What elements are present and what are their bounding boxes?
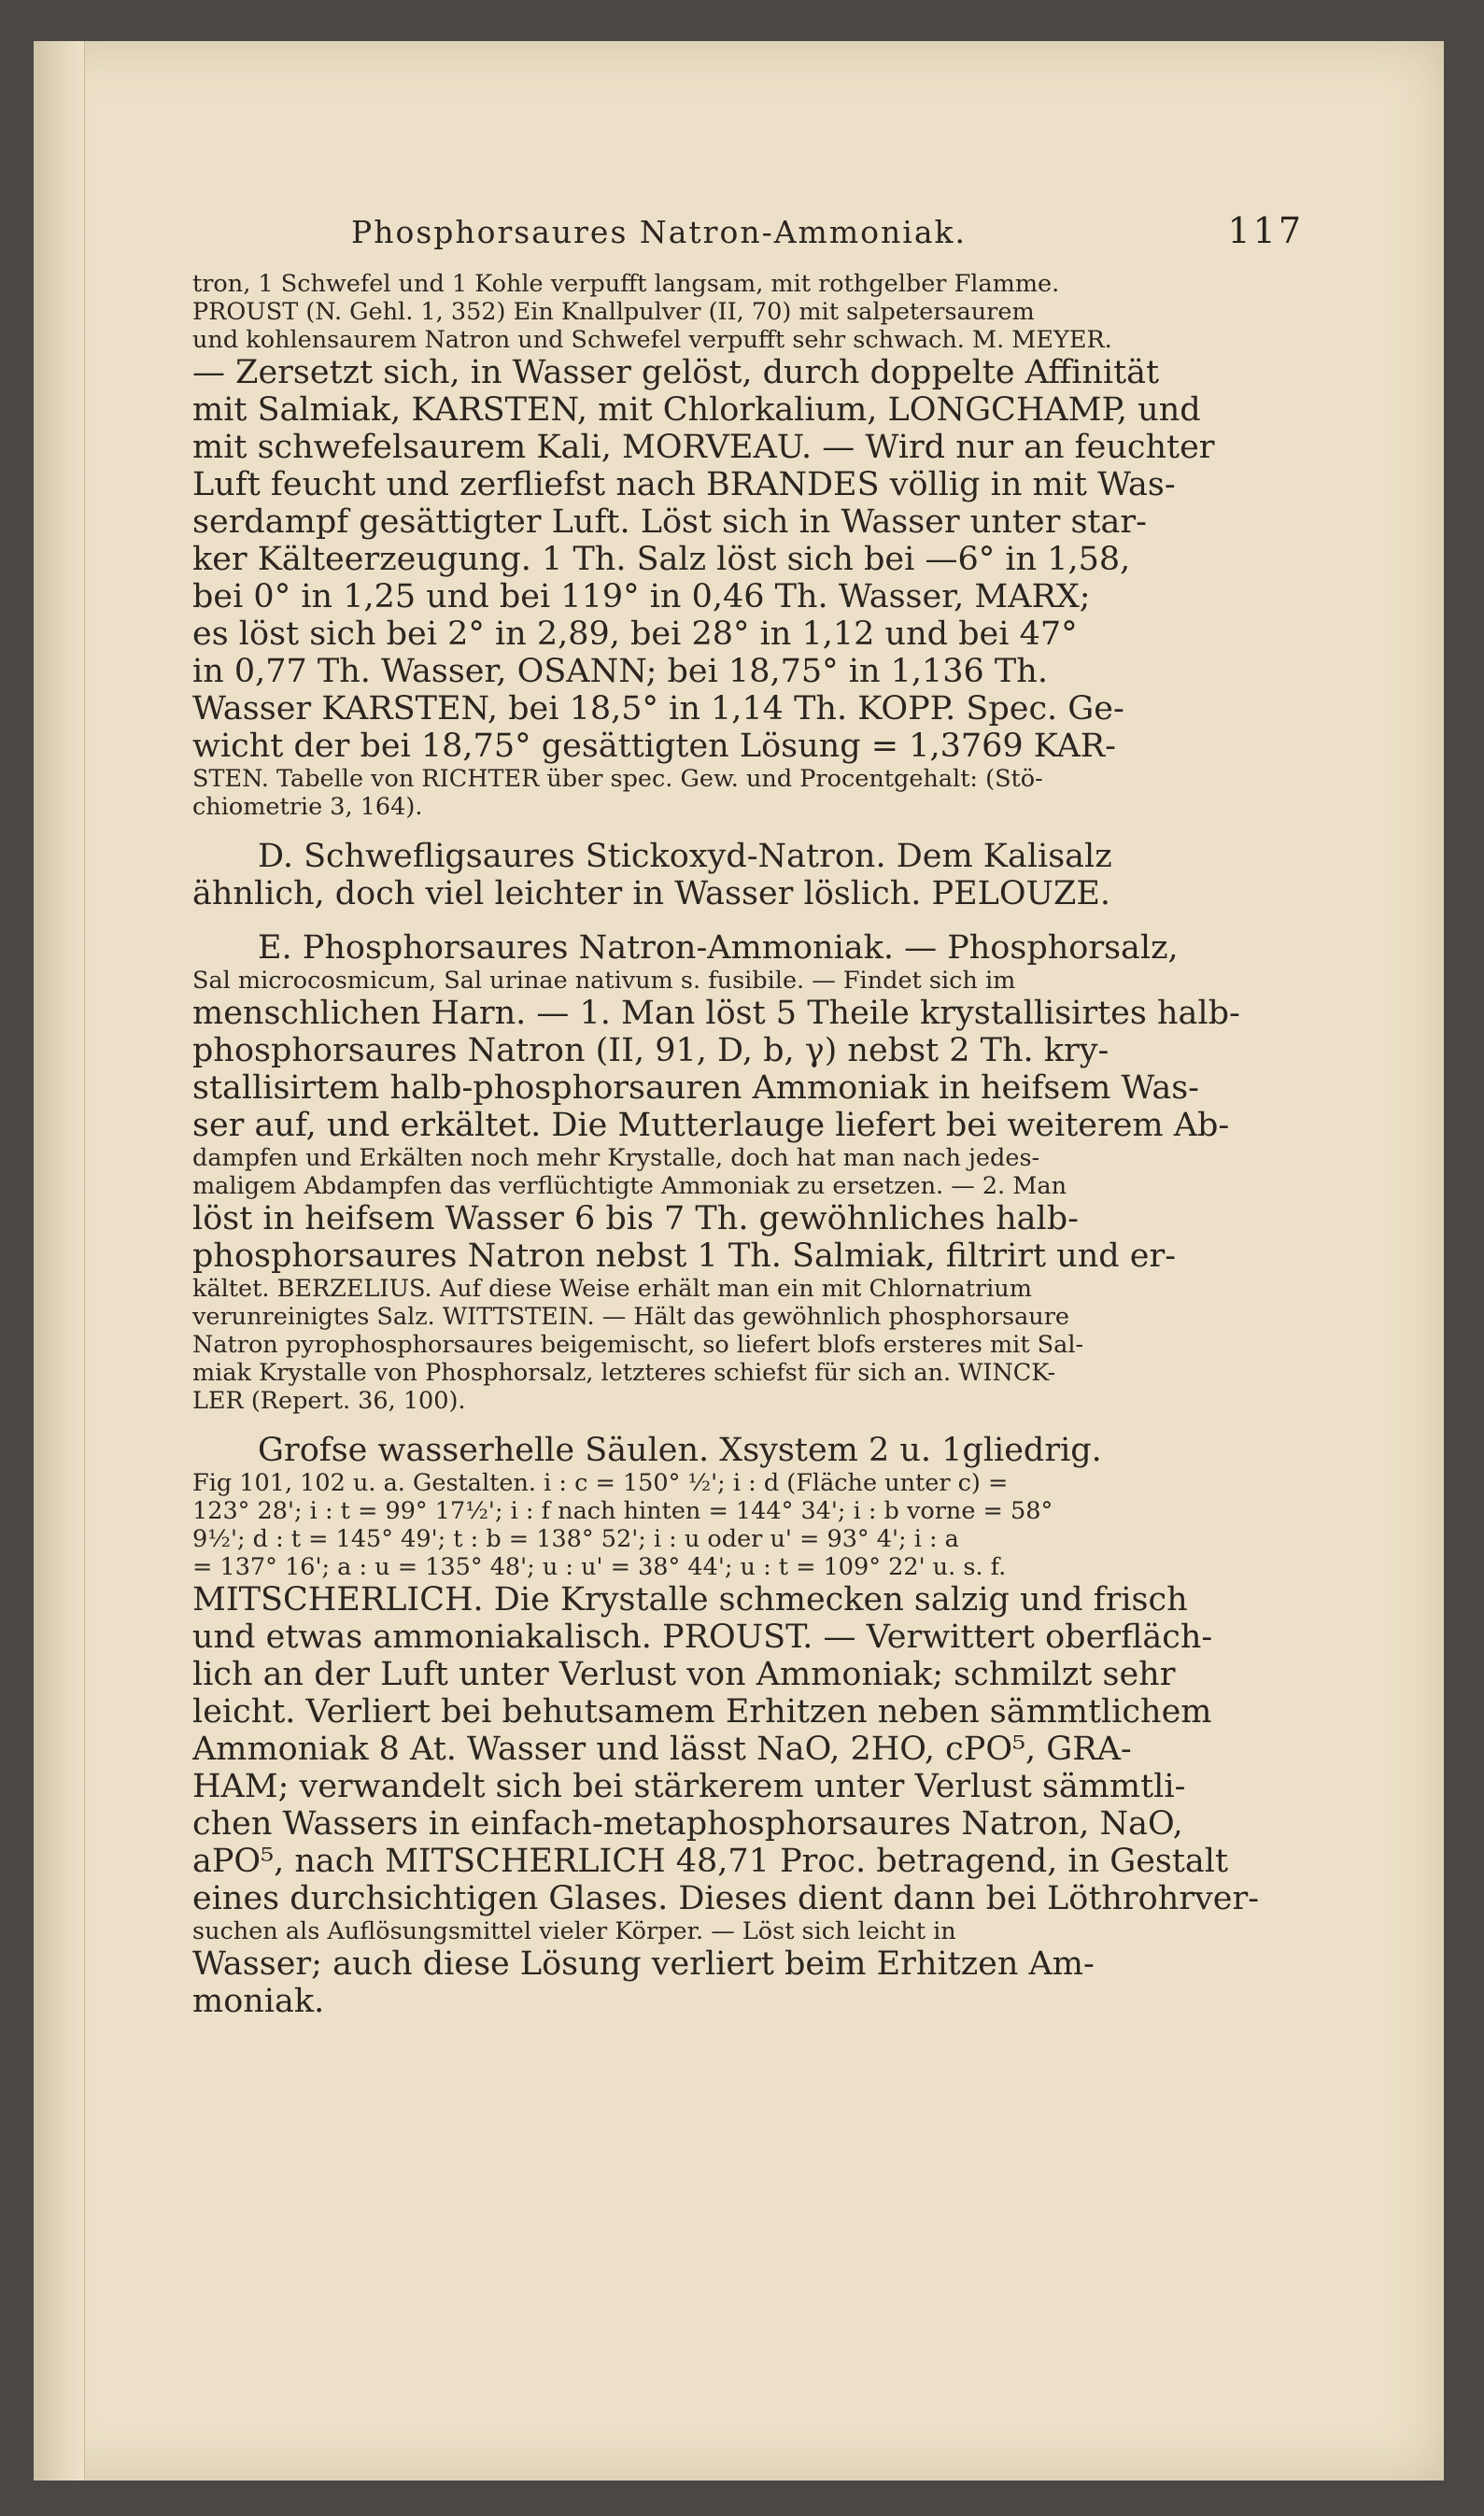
text-line: eines durchsichtigen Glases. Dieses dient dann bei Löthrohrver-	[192, 1880, 1260, 1917]
text-line: ähnlich, doch viel leichter in Wasser löslich. PELOUZE.	[192, 875, 1111, 912]
text-line: kältet. BERZELIUS. Auf diese Weise erhält man ein mit Chlornatrium	[192, 1275, 1032, 1303]
text-line: MITSCHERLICH. Die Krystalle schmecken salzig und frisch	[192, 1581, 1188, 1618]
text-line: tron, 1 Schwefel und 1 Kohle verpufft langsam, mit rothgelber Flamme.	[192, 270, 1060, 298]
text-line: und etwas ammoniakalisch. PROUST. — Verwittert oberfläch-	[192, 1618, 1213, 1656]
text-line: LER (Repert. 36, 100).	[192, 1387, 466, 1415]
paragraph	[192, 838, 1304, 912]
paragraph	[192, 1432, 1304, 2020]
text-line: Sal microcosmicum, Sal urinae nativum s. fusibile. — Findet sich im	[192, 967, 1016, 995]
text-line: leicht. Verliert bei behutsamem Erhitzen neben sämmtlichem	[192, 1693, 1212, 1731]
body-text	[192, 270, 1304, 2020]
text-line: mit schwefelsaurem Kali, MORVEAU. — Wird nur an feuchter	[192, 429, 1215, 466]
text-line: Wasser; auch diese Lösung verliert beim Erhitzen Am-	[192, 1945, 1095, 1983]
text-block	[192, 195, 1304, 2037]
text-line: ser auf, und erkältet. Die Mutterlauge liefert bei weiterem Ab-	[192, 1107, 1230, 1144]
text-line: = 137° 16'; a : u = 135° 48'; u : u' = 38° 44'; u : t = 109° 22' u. s. f.	[192, 1553, 1007, 1581]
text-line: serdampf gesättigter Luft. Löst sich in Wasser unter star-	[192, 503, 1147, 541]
text-line: und kohlensaurem Natron und Schwefel verpufft sehr schwach. M. MEYER.	[192, 326, 1112, 354]
text-line: chiometrie 3, 164).	[192, 793, 423, 821]
text-line: phosphorsaures Natron nebst 1 Th. Salmiak, filtrirt und er-	[192, 1237, 1177, 1275]
text-line: Natron pyrophosphorsaures beigemischt, so liefert blofs ersteres mit Sal-	[192, 1331, 1084, 1359]
paragraph	[192, 929, 1304, 1415]
text-line: chen Wassers in einfach-metaphosphorsaures Natron, NaO,	[192, 1805, 1183, 1843]
text-line: es löst sich bei 2° in 2,89, bei 28° in 1,12 und bei 47°	[192, 615, 1078, 653]
book-page	[34, 41, 1444, 2481]
text-line: E. Phosphorsaures Natron-Ammoniak. — Phosphorsalz,	[258, 929, 1179, 967]
text-line: Ammoniak 8 At. Wasser und lässt NaO, 2HO, cPO⁵, GRA-	[192, 1731, 1132, 1768]
text-line: phosphorsaures Natron (II, 91, D, b, γ) nebst 2 Th. kry-	[192, 1032, 1109, 1069]
text-line: verunreinigtes Salz. WITTSTEIN. — Hält das gewöhnlich phosphorsaure	[192, 1303, 1070, 1331]
text-line: Luft feucht und zerfliefst nach BRANDES völlig in mit Was-	[192, 466, 1176, 503]
text-line: ker Kälteerzeugung. 1 Th. Salz löst sich bei —6° in 1,58,	[192, 541, 1131, 578]
text-line: aPO⁵, nach MITSCHERLICH 48,71 Proc. betragend, in Gestalt	[192, 1843, 1229, 1880]
paragraph	[192, 270, 1304, 821]
text-line: stallisirtem halb-phosphorsauren Ammoniak in heifsem Was-	[192, 1069, 1199, 1107]
text-line: dampfen und Erkälten noch mehr Krystalle, doch hat man nach jedes-	[192, 1144, 1040, 1172]
text-line: — Zersetzt sich, in Wasser gelöst, durch doppelte Affinität	[192, 354, 1160, 391]
text-line: HAM; verwandelt sich bei stärkerem unter Verlust sämmtli-	[192, 1768, 1186, 1805]
text-line: lich an der Luft unter Verlust von Ammoniak; schmilzt sehr	[192, 1656, 1176, 1693]
text-line: suchen als Auflösungsmittel vieler Körper. — Löst sich leicht in	[192, 1917, 956, 1945]
text-line: miak Krystalle von Phosphorsalz, letzteres schiefst für sich an. WINCK-	[192, 1359, 1056, 1387]
page-header	[192, 195, 1304, 270]
text-line: maligem Abdampfen das verflüchtigte Ammoniak zu ersetzen. — 2. Man	[192, 1172, 1067, 1200]
text-line: Fig 101, 102 u. a. Gestalten. i : c = 150° ½'; i : d (Fläche unter c) =	[192, 1469, 1009, 1497]
text-line: in 0,77 Th. Wasser, OSANN; bei 18,75° in 1,136 Th.	[192, 653, 1048, 690]
text-line: mit Salmiak, KARSTEN, mit Chlorkalium, LONGCHAMP, und	[192, 391, 1201, 429]
text-line: STEN. Tabelle von RICHTER über spec. Gew. und Procentgehalt: (Stö-	[192, 765, 1043, 793]
text-line: D. Schwefligsaures Stickoxyd-Natron. Dem Kalisalz	[258, 838, 1112, 875]
text-line: Grofse wasserhelle Säulen. Xsystem 2 u. 1gliedrig.	[258, 1432, 1102, 1469]
page-number: 117	[1227, 210, 1304, 251]
text-line: wicht der bei 18,75° gesättigten Lösung = 1,3769 KAR-	[192, 728, 1116, 765]
text-line: löst in heifsem Wasser 6 bis 7 Th. gewöhnliches halb-	[192, 1200, 1079, 1237]
text-line: menschlichen Harn. — 1. Man löst 5 Theile krystallisirtes halb-	[192, 995, 1240, 1032]
page-spine-shadow	[34, 41, 85, 2481]
text-line: moniak.	[192, 1983, 325, 2020]
text-line: 9½'; d : t = 145° 49'; t : b = 138° 52'; i : u oder u' = 93° 4'; i : a	[192, 1525, 959, 1553]
text-line: bei 0° in 1,25 und bei 119° in 0,46 Th. Wasser, MARX;	[192, 578, 1091, 615]
running-title: Phosphorsaures Natron-Ammoniak.	[351, 214, 967, 250]
text-line: PROUST (N. Gehl. 1, 352) Ein Knallpulver (II, 70) mit salpetersaurem	[192, 298, 1035, 326]
text-line: 123° 28'; i : t = 99° 17½'; i : f nach hinten = 144° 34'; i : b vorne = 58°	[192, 1497, 1053, 1525]
text-line: Wasser KARSTEN, bei 18,5° in 1,14 Th. KOPP. Spec. Ge-	[192, 690, 1124, 728]
